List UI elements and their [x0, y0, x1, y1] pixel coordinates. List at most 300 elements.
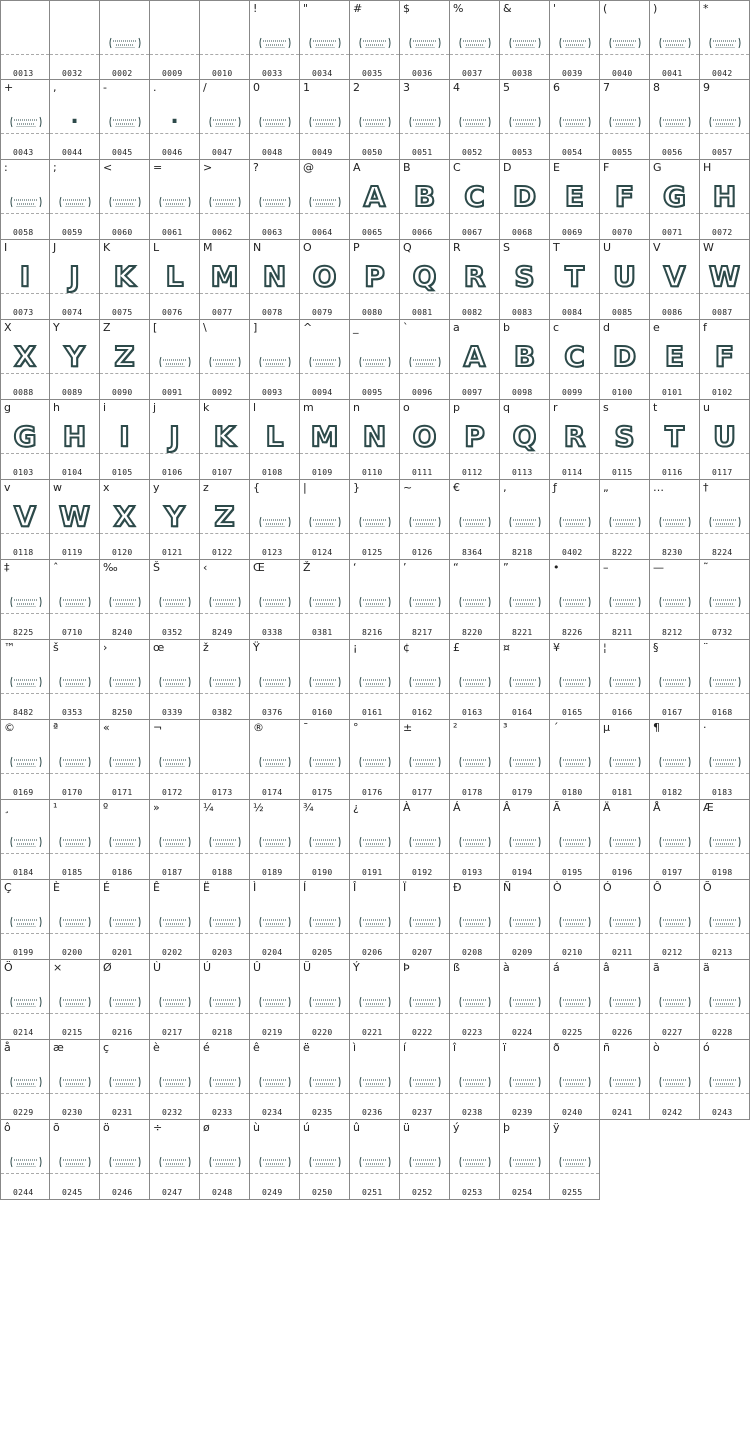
glyph-char-label: J	[53, 241, 57, 254]
glyph-cell	[650, 320, 700, 400]
baseline-divider	[300, 54, 349, 55]
notdef-placeholder-icon	[209, 993, 241, 1012]
glyph-code-label: 8364	[462, 548, 483, 557]
glyph-code-label: 0201	[112, 948, 133, 957]
glyph-code-label: 0225	[562, 1028, 583, 1037]
glyph-char-label: k	[203, 401, 210, 414]
glyph-code-label: 0090	[112, 388, 133, 397]
notdef-placeholder-icon	[509, 34, 541, 53]
glyph-char-label: Æ	[703, 801, 714, 814]
glyph-char-label: ý	[453, 1121, 460, 1134]
glyph-char-label: z	[203, 481, 209, 494]
baseline-divider	[100, 453, 149, 454]
glyph-char-label: %	[453, 2, 464, 15]
glyph-code-label: 0164	[512, 708, 533, 717]
glyph-char-label: >	[203, 161, 213, 174]
glyph-code-label: 0096	[412, 388, 433, 397]
glyph-cell	[100, 160, 150, 240]
glyph-char-label: V	[653, 241, 661, 254]
glyph-code-label: 0094	[312, 388, 333, 397]
glyph-char-label: ?	[253, 161, 259, 174]
baseline-divider	[650, 453, 699, 454]
notdef-placeholder-icon	[709, 113, 741, 132]
baseline-divider	[450, 1013, 499, 1014]
baseline-divider	[700, 613, 749, 614]
glyph-cell	[450, 80, 500, 160]
glyph-code-label: 0047	[212, 148, 233, 157]
baseline-divider	[600, 54, 649, 55]
notdef-placeholder-icon	[459, 993, 491, 1012]
glyph-cell	[400, 160, 450, 240]
glyph-code-label: 0255	[562, 1188, 583, 1197]
glyph-code-label: 0216	[112, 1028, 133, 1037]
notdef-placeholder-icon	[59, 673, 91, 692]
glyph-code-label: 8211	[612, 628, 633, 637]
baseline-divider	[150, 293, 199, 294]
glyph-code-label: 8230	[662, 548, 683, 557]
glyph-code-label: 0034	[312, 69, 333, 78]
glyph-preview: C	[564, 340, 585, 373]
baseline-divider	[1, 613, 49, 614]
notdef-placeholder-icon	[509, 593, 541, 612]
glyph-char-label: Ø	[103, 961, 112, 974]
glyph-cell	[200, 560, 250, 640]
glyph-char-label: Î	[353, 881, 357, 894]
baseline-divider	[350, 1173, 399, 1174]
glyph-cell	[200, 720, 250, 800]
baseline-divider	[100, 213, 149, 214]
glyph-cell	[450, 0, 500, 80]
baseline-divider	[400, 773, 449, 774]
baseline-divider	[300, 1093, 349, 1094]
baseline-divider	[650, 373, 699, 374]
notdef-placeholder-icon	[259, 993, 291, 1012]
baseline-divider	[450, 373, 499, 374]
baseline-divider	[50, 773, 99, 774]
glyph-code-label: 0060	[112, 228, 133, 237]
glyph-char-label: )	[653, 2, 658, 15]
baseline-divider	[550, 933, 599, 934]
glyph-cell	[50, 960, 100, 1040]
glyph-char-label: N	[253, 241, 262, 254]
glyph-code-label: 0339	[162, 708, 183, 717]
glyph-code-label: 0188	[212, 868, 233, 877]
baseline-divider	[450, 133, 499, 134]
glyph-code-label: 0056	[662, 148, 683, 157]
glyph-code-label: 0088	[13, 388, 34, 397]
notdef-placeholder-icon	[359, 753, 391, 772]
baseline-divider	[200, 1013, 249, 1014]
baseline-divider	[200, 773, 249, 774]
glyph-code-label: 0079	[312, 308, 333, 317]
baseline-divider	[650, 133, 699, 134]
glyph-cell	[150, 160, 200, 240]
baseline-divider	[250, 933, 299, 934]
glyph-code-label: 0210	[562, 948, 583, 957]
glyph-char-label: Ÿ	[253, 641, 260, 654]
glyph-cell	[650, 640, 700, 720]
glyph-cell	[100, 1040, 150, 1120]
notdef-placeholder-icon	[59, 913, 91, 932]
baseline-divider	[700, 533, 749, 534]
glyph-char-label: é	[203, 1041, 210, 1054]
glyph-cell	[500, 880, 550, 960]
glyph-code-label: 0126	[412, 548, 433, 557]
glyph-char-label: /	[203, 81, 207, 94]
glyph-char-label: ß	[453, 961, 460, 974]
glyph-char-label: è	[153, 1041, 160, 1054]
glyph-char-label: ÷	[153, 1121, 163, 1134]
glyph-char-label: Z	[103, 321, 111, 334]
baseline-divider	[550, 613, 599, 614]
glyph-code-label: 0250	[312, 1188, 333, 1197]
glyph-char-label: K	[103, 241, 111, 254]
baseline-divider	[600, 1093, 649, 1094]
glyph-code-label: 0230	[62, 1108, 83, 1117]
glyph-code-label: 0381	[312, 628, 333, 637]
glyph-code-label: 0195	[562, 868, 583, 877]
glyph-preview: A	[363, 180, 386, 213]
glyph-cell	[150, 480, 200, 560]
glyph-char-label: !	[253, 2, 258, 15]
notdef-placeholder-icon	[559, 913, 591, 932]
glyph-code-label: 0103	[13, 468, 34, 477]
notdef-placeholder-icon	[459, 753, 491, 772]
glyph-cell	[200, 640, 250, 720]
glyph-char-label: ¶	[653, 721, 660, 734]
glyph-char-label: 1	[303, 81, 310, 94]
glyph-char-label: 3	[403, 81, 410, 94]
baseline-divider	[600, 613, 649, 614]
glyph-code-label: 0229	[13, 1108, 34, 1117]
notdef-placeholder-icon	[559, 673, 591, 692]
glyph-code-label: 0186	[112, 868, 133, 877]
baseline-divider	[150, 1013, 199, 1014]
baseline-divider	[550, 533, 599, 534]
baseline-divider	[250, 373, 299, 374]
glyph-code-label: 0173	[212, 788, 233, 797]
glyph-char-label: j	[153, 401, 157, 414]
glyph-char-label: h	[53, 401, 60, 414]
glyph-code-label: 0084	[562, 308, 583, 317]
baseline-divider	[1, 293, 49, 294]
glyph-preview: H	[62, 420, 87, 453]
glyph-code-label: 0092	[212, 388, 233, 397]
notdef-placeholder-icon	[459, 113, 491, 132]
glyph-char-label: E	[553, 161, 560, 174]
glyph-code-label: 0083	[512, 308, 533, 317]
glyph-char-label: Y	[53, 321, 60, 334]
glyph-preview: O	[412, 420, 437, 453]
glyph-code-label: 0382	[212, 708, 233, 717]
baseline-divider	[100, 293, 149, 294]
glyph-code-label: 0237	[412, 1108, 433, 1117]
glyph-cell	[600, 1040, 650, 1120]
glyph-cell	[300, 400, 350, 480]
baseline-divider	[200, 373, 249, 374]
glyph-code-label: 8221	[512, 628, 533, 637]
glyph-cell	[700, 400, 750, 480]
glyph-code-label: 0075	[112, 308, 133, 317]
glyph-code-label: 0098	[512, 388, 533, 397]
notdef-placeholder-icon	[10, 113, 42, 132]
glyph-cell	[100, 320, 150, 400]
glyph-char-label: ˜	[703, 561, 709, 574]
glyph-code-label: 0051	[412, 148, 433, 157]
glyph-code-label: 0107	[212, 468, 233, 477]
notdef-placeholder-icon	[659, 513, 691, 532]
glyph-char-label: ð	[553, 1041, 560, 1054]
glyph-char-label: ’	[403, 561, 407, 574]
notdef-placeholder-icon	[459, 673, 491, 692]
glyph-preview: C	[464, 180, 485, 213]
glyph-char-label: ÿ	[553, 1121, 560, 1134]
baseline-divider	[50, 693, 99, 694]
glyph-code-label: 0058	[13, 228, 34, 237]
glyph-char-label: ‡	[4, 561, 10, 574]
baseline-divider	[250, 1093, 299, 1094]
glyph-cell	[100, 640, 150, 720]
baseline-divider	[150, 453, 199, 454]
glyph-preview: J	[169, 420, 180, 453]
glyph-char-label: õ	[53, 1121, 60, 1134]
glyph-char-label: .	[153, 81, 157, 94]
baseline-divider	[250, 293, 299, 294]
glyph-preview: N	[262, 260, 287, 293]
glyph-char-label: Ê	[153, 881, 160, 894]
glyph-char-label: 6	[553, 81, 560, 94]
glyph-cell	[100, 880, 150, 960]
glyph-code-label: 0095	[362, 388, 383, 397]
baseline-divider	[650, 293, 699, 294]
glyph-char-label: m	[303, 401, 314, 414]
glyph-cell	[550, 400, 600, 480]
notdef-placeholder-icon	[259, 513, 291, 532]
glyph-cell	[500, 240, 550, 320]
glyph-code-label: 0174	[262, 788, 283, 797]
glyph-code-label: 0081	[412, 308, 433, 317]
glyph-code-label: 0077	[212, 308, 233, 317]
glyph-cell	[300, 0, 350, 80]
glyph-char-label: y	[153, 481, 160, 494]
glyph-char-label: –	[603, 561, 609, 574]
glyph-code-label: 0109	[312, 468, 333, 477]
baseline-divider	[250, 1013, 299, 1014]
baseline-divider	[100, 373, 149, 374]
glyph-char-label: B	[403, 161, 411, 174]
glyph-cell	[400, 1040, 450, 1120]
baseline-divider	[650, 533, 699, 534]
glyph-cell	[50, 480, 100, 560]
glyph-cell	[600, 720, 650, 800]
glyph-cell	[600, 400, 650, 480]
baseline-divider	[50, 933, 99, 934]
notdef-placeholder-icon	[409, 113, 441, 132]
glyph-code-label: 0226	[612, 1028, 633, 1037]
baseline-divider	[500, 373, 549, 374]
glyph-char-label: Ó	[603, 881, 612, 894]
notdef-placeholder-icon	[259, 673, 291, 692]
glyph-code-label: 0198	[712, 868, 733, 877]
glyph-code-label: 0208	[462, 948, 483, 957]
baseline-divider	[450, 853, 499, 854]
glyph-cell	[250, 1120, 300, 1200]
glyph-code-label: 0091	[162, 388, 183, 397]
baseline-divider	[450, 1173, 499, 1174]
glyph-cell	[0, 240, 50, 320]
glyph-char-label: L	[153, 241, 160, 254]
glyph-cell	[250, 960, 300, 1040]
glyph-char-label: ›	[103, 641, 108, 654]
baseline-divider	[600, 693, 649, 694]
glyph-code-label: 0086	[662, 308, 683, 317]
glyph-cell	[50, 640, 100, 720]
baseline-divider	[650, 1093, 699, 1094]
notdef-placeholder-icon	[359, 113, 391, 132]
glyph-char-label: Ç	[4, 881, 12, 894]
glyph-cell	[400, 960, 450, 1040]
notdef-placeholder-icon	[409, 913, 441, 932]
glyph-char-label: à	[503, 961, 510, 974]
glyph-char-label: º	[103, 801, 109, 814]
glyph-code-label: 0054	[562, 148, 583, 157]
glyph-char-label: ¬	[153, 721, 163, 734]
glyph-cell	[150, 720, 200, 800]
glyph-code-label: 0194	[512, 868, 533, 877]
notdef-placeholder-icon	[309, 193, 341, 212]
baseline-divider	[650, 933, 699, 934]
glyph-char-label: Ñ	[503, 881, 512, 894]
glyph-cell	[250, 320, 300, 400]
glyph-code-label: 0068	[512, 228, 533, 237]
glyph-cell	[500, 960, 550, 1040]
glyph-char-label: g	[4, 401, 11, 414]
notdef-placeholder-icon	[559, 113, 591, 132]
glyph-cell	[400, 480, 450, 560]
baseline-divider	[450, 773, 499, 774]
glyph-code-label: 0234	[262, 1108, 283, 1117]
notdef-placeholder-icon	[259, 1153, 291, 1172]
glyph-cell	[550, 960, 600, 1040]
glyph-cell	[100, 240, 150, 320]
glyph-code-label: 0073	[13, 308, 34, 317]
glyph-cell	[400, 0, 450, 80]
notdef-placeholder-icon	[10, 1073, 42, 1092]
glyph-cell	[550, 80, 600, 160]
notdef-placeholder-icon	[309, 833, 341, 852]
glyph-code-label: 0048	[262, 148, 283, 157]
glyph-char-label: ã	[653, 961, 660, 974]
glyph-cell	[150, 640, 200, 720]
baseline-divider	[400, 853, 449, 854]
glyph-char-label: Š	[153, 561, 160, 574]
baseline-divider	[450, 213, 499, 214]
glyph-char-label: û	[353, 1121, 360, 1134]
glyph-cell	[350, 0, 400, 80]
baseline-divider	[150, 853, 199, 854]
notdef-placeholder-icon	[109, 833, 141, 852]
glyph-cell	[0, 160, 50, 240]
baseline-divider	[500, 293, 549, 294]
notdef-placeholder-icon	[409, 993, 441, 1012]
notdef-placeholder-icon	[559, 593, 591, 612]
glyph-cell	[150, 960, 200, 1040]
notdef-placeholder-icon	[409, 353, 441, 372]
glyph-char-label: Â	[503, 801, 511, 814]
baseline-divider	[400, 533, 449, 534]
glyph-cell	[450, 320, 500, 400]
glyph-cell	[450, 880, 500, 960]
glyph-char-label: ˆ	[53, 561, 59, 574]
glyph-cell	[400, 560, 450, 640]
glyph-cell	[100, 560, 150, 640]
baseline-divider	[700, 293, 749, 294]
glyph-cell	[650, 160, 700, 240]
glyph-char-label: ³	[503, 721, 508, 734]
glyph-char-label: ¨	[703, 641, 709, 654]
baseline-divider	[100, 933, 149, 934]
baseline-divider	[300, 213, 349, 214]
baseline-divider	[700, 773, 749, 774]
notdef-placeholder-icon	[159, 673, 191, 692]
glyph-preview: W	[709, 260, 740, 293]
glyph-code-label: 0233	[212, 1108, 233, 1117]
glyph-preview: Y	[64, 340, 85, 373]
glyph-cell	[350, 880, 400, 960]
glyph-code-label: 0217	[162, 1028, 183, 1037]
glyph-cell	[550, 0, 600, 80]
glyph-code-label: 0064	[312, 228, 333, 237]
notdef-placeholder-icon	[209, 833, 241, 852]
glyph-char-label: ^	[303, 321, 313, 334]
glyph-code-label: 0168	[712, 708, 733, 717]
glyph-code-label: 0050	[362, 148, 383, 157]
glyph-preview: P	[364, 260, 385, 293]
glyph-code-label: 0080	[362, 308, 383, 317]
glyph-code-label: 0119	[62, 548, 83, 557]
glyph-char-label: ¼	[203, 801, 214, 814]
baseline-divider	[150, 213, 199, 214]
glyph-preview: U	[713, 420, 736, 453]
notdef-placeholder-icon	[409, 513, 441, 532]
glyph-preview: F	[714, 340, 735, 373]
glyph-code-label: 0242	[662, 1108, 683, 1117]
notdef-placeholder-icon	[509, 513, 541, 532]
notdef-placeholder-icon	[359, 34, 391, 53]
glyph-char-label: s	[603, 401, 609, 414]
glyph-code-label: 0035	[362, 69, 383, 78]
glyph-char-label: |	[303, 481, 307, 494]
glyph-char-label: ä	[703, 961, 710, 974]
glyph-cell	[450, 720, 500, 800]
glyph-cell	[200, 1040, 250, 1120]
glyph-cell	[150, 560, 200, 640]
notdef-placeholder-icon	[709, 34, 741, 53]
baseline-divider	[600, 133, 649, 134]
notdef-placeholder-icon	[509, 113, 541, 132]
glyph-code-label: 0236	[362, 1108, 383, 1117]
glyph-code-label: 0116	[662, 468, 683, 477]
baseline-divider	[150, 133, 199, 134]
glyph-cell	[0, 320, 50, 400]
baseline-divider	[250, 453, 299, 454]
notdef-placeholder-icon	[259, 34, 291, 53]
baseline-divider	[300, 933, 349, 934]
glyph-char-label: ò	[653, 1041, 660, 1054]
glyph-cell	[0, 400, 50, 480]
baseline-divider	[550, 1093, 599, 1094]
baseline-divider	[550, 1013, 599, 1014]
